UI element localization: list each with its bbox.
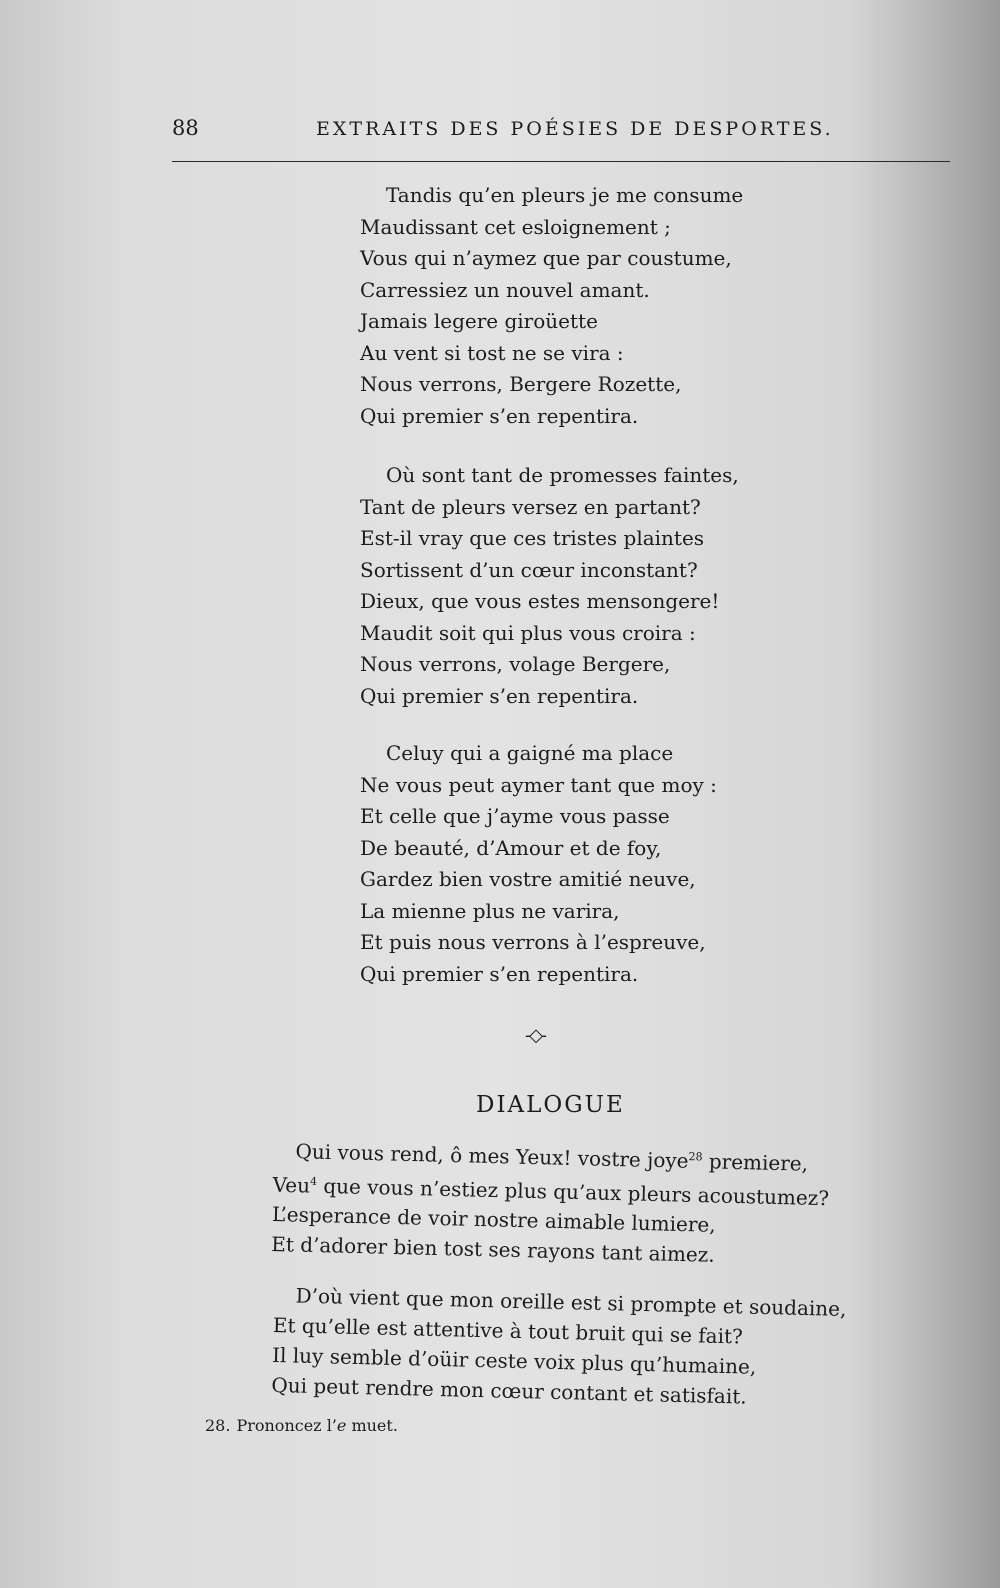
running-head	[172, 116, 952, 146]
verse-line: Et puis nous verrons à l’espreuve,	[360, 930, 706, 954]
verse-line: La mienne plus ne varira,	[360, 898, 620, 923]
verse-line: Tandis qu’en pleurs je me consume	[386, 183, 744, 207]
poem-stanza-1	[360, 180, 780, 432]
dialogue-stanza-2	[271, 1280, 847, 1414]
verse-text: Veu	[272, 1172, 311, 1198]
poem-stanza-3	[360, 738, 780, 990]
verse-line: Où sont tant de promesses faintes,	[386, 463, 739, 487]
footnote	[205, 1416, 398, 1435]
footnote-number: 28.	[205, 1416, 231, 1435]
verse-line: Jamais legere giroüette	[360, 309, 598, 333]
verse-line: Nous verrons, volage Bergere,	[360, 652, 671, 676]
verse-line: Et celle que j’ayme vous passe	[360, 804, 670, 828]
verse-line: Au vent si tost ne se vira :	[360, 340, 624, 365]
footnote-ref: 4	[309, 1174, 318, 1188]
verse-line: Dieux, que vous estes mensongere!	[360, 589, 720, 613]
dialogue-stanza-1	[271, 1132, 834, 1273]
verse-line: Qui peut rendre mon cœur contant et satisfait.	[271, 1372, 747, 1409]
poem-stanza-2	[360, 460, 780, 712]
verse-line: Et qu’elle est attentive à tout bruit qui se fait?	[272, 1312, 744, 1349]
verse-line: D’où vient que mon oreille est si prompte et soudaine,	[295, 1283, 847, 1321]
verse-line: Qui premier s’en repentira.	[360, 961, 639, 986]
page-number: 88	[172, 116, 199, 140]
verse-line: Maudit soit qui plus vous croira :	[360, 620, 696, 645]
verse-line: L’esperance de voir nostre aimable lumiere,	[271, 1202, 716, 1238]
header-rule	[172, 161, 950, 162]
verse-line: Sortissent d’un cœur inconstant?	[360, 557, 698, 582]
verse-line: Qui premier s’en repentira.	[360, 683, 639, 708]
verse-line: Est-il vray que ces tristes plaintes	[360, 526, 705, 550]
verse-text: que vous n’estiez plus qu’aux pleurs acoustumez?	[316, 1173, 830, 1210]
running-title: EXTRAITS DES POÉSIES DE DESPORTES.	[316, 118, 834, 140]
footnote-text: Prononcez l’	[236, 1416, 337, 1435]
section-ornament: -◇-	[525, 1025, 546, 1046]
verse-text: premiere,	[702, 1149, 809, 1176]
verse-line: Vous qui n’aymez que par coustume,	[360, 246, 732, 270]
footnote-text: muet.	[346, 1416, 398, 1435]
verse-line: Qui premier s’en repentira.	[360, 403, 639, 428]
verse-line: Carressiez un nouvel amant.	[360, 277, 650, 302]
verse-line: Et d’adorer bien tost ses rayons tant aimez.	[270, 1232, 715, 1268]
verse-line: De beauté, d’Amour et de foy,	[360, 835, 662, 860]
verse-line: Nous verrons, Bergere Rozette,	[360, 372, 682, 396]
verse-line: Ne vous peut aymer tant que moy :	[360, 772, 717, 797]
verse-line: Tant de pleurs versez en partant?	[360, 494, 701, 519]
verse-text: Qui vous rend, ô mes Yeux! vostre joye	[295, 1139, 689, 1173]
footnote-ref: 28	[688, 1150, 703, 1164]
verse-line: Gardez bien vostre amitié neuve,	[360, 867, 696, 891]
dialogue-title: DIALOGUE	[476, 1092, 625, 1118]
footnote-text-italic: e	[336, 1416, 347, 1435]
verse-line: Maudissant cet esloignement ;	[360, 214, 671, 239]
verse-line: Celuy qui a gaigné ma place	[386, 741, 674, 765]
verse-line: Il luy semble d’oüir ceste voix plus qu’humaine,	[271, 1342, 757, 1379]
